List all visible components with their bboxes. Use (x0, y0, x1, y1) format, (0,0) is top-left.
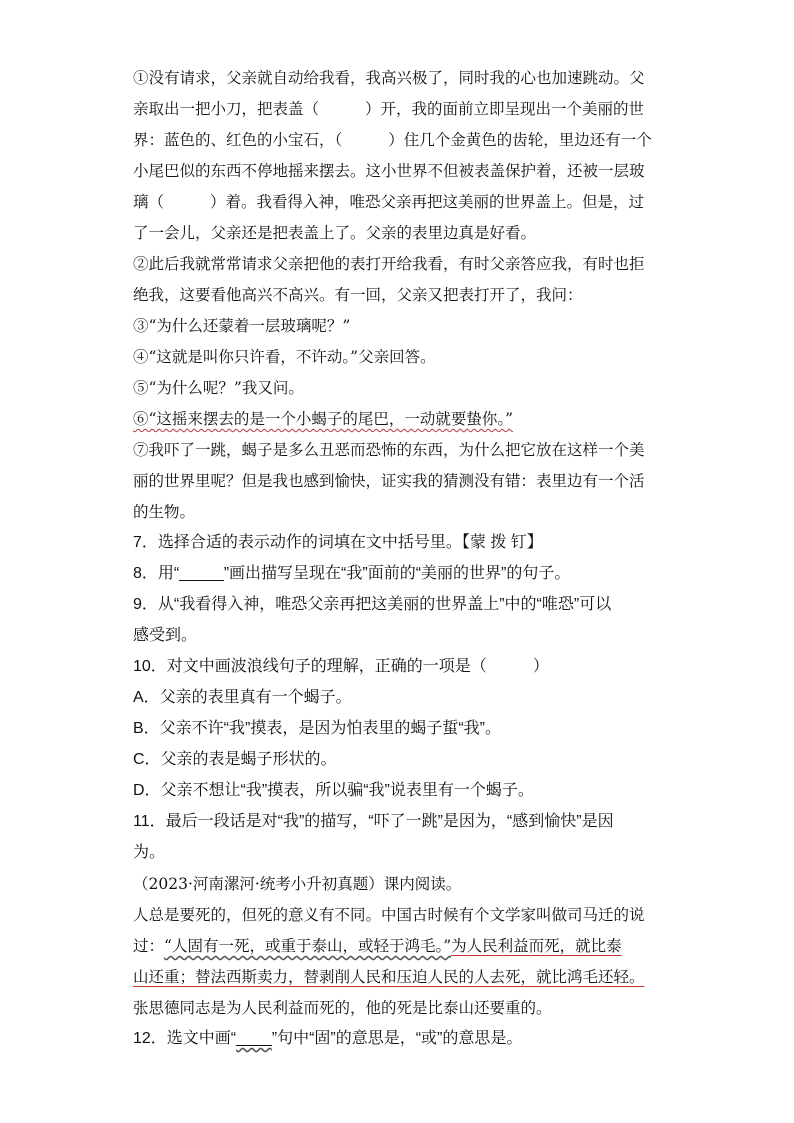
passage1-line: ⑤“为什么呢？”我又问。 (133, 379, 304, 397)
text-segment: ） (532, 658, 549, 675)
passage1-line: ③“为什么还蒙着一层玻璃呢？” (133, 317, 351, 335)
question-8: 8．用“_____”画出描写呈现在“我”面前的“美丽的世界”的句子。 (133, 565, 571, 582)
question-10 (133, 656, 549, 678)
text-segment: 10．对文中画波浪线句子的理解，正确的一项是（ (133, 658, 487, 675)
text-segment: ）开，我的面前立即呈现出一个美丽的世 (365, 100, 645, 118)
question-9: 9．从“我看得入神，唯恐父亲再把这美丽的世界盖上”中的“唯恐”可以 (133, 596, 612, 613)
option-c[interactable]: C．父亲的表是蝎子形状的。 (133, 751, 337, 768)
wavy-mark-sample: ____ (236, 1030, 272, 1047)
marked-quote: “人固有一死，或重于泰山，或轻于鸿毛。” (164, 937, 452, 955)
text-segment: 过： (133, 937, 165, 955)
passage1-line: 了一会儿，父亲还是把表盖上了。父亲的表里边真是好看。 (133, 224, 537, 242)
passage1-line: ④“这就是叫你只许看，不许动。”父亲回答。 (133, 348, 436, 366)
passage1-line: 小尾巴似的东西不停地摇来摆去。这小世界不但被表盖保护着，还被一层玻 (133, 162, 645, 180)
text-segment: 亲取出一把小刀，把表盖（ (133, 100, 320, 118)
passage2-line: 人总是要死的，但死的意义有不同。中国古时候有个文学家叫做司马迁的说 (133, 906, 645, 924)
option-b[interactable]: B．父亲不许“我”摸表，是因为怕表里的蝎子蜇“我”。 (133, 720, 501, 737)
text-segment: 12．选文中画“ (133, 1030, 237, 1047)
text-segment: ）着。我看得入神，唯恐父亲再把这美丽的世界盖上。但是，过 (210, 193, 645, 211)
passage1-line (133, 129, 652, 151)
question-11: 11．最后一段话是对“我”的描写，“吓了一跳”是因为，“感到愉快”是因 (133, 813, 614, 830)
passage1-line: 的生物。 (133, 503, 196, 521)
passage2-line: 张思德同志是为人民利益而死的，他的死是比泰山还要重的。 (133, 999, 552, 1017)
source-line: （2023·河南漯河·统考小升初真题）课内阅读。 (133, 875, 462, 893)
question-11-cont: 为。 (133, 844, 166, 861)
passage1-line (133, 98, 644, 120)
passage2-line-underlined: 山还重；替法西斯卖力，替剥削人民和压迫人民的人去死，就比鸿毛还轻。 (133, 968, 645, 986)
passage1-line: ⑦我吓了一跳，蝎子是多么丑恶而恐怖的东西，为什么把它放在这样一个美 (133, 441, 645, 459)
passage1-line: ①没有请求，父亲就自动给我看，我高兴极了，同时我的心也加速跳动。父 (133, 69, 645, 87)
passage1-line: ②此后我就常常请求父亲把他的表打开给我看，有时父亲答应我，有时也拒 (133, 255, 645, 273)
passage1-line (133, 191, 644, 213)
text-segment: ”句中“固”的意思是，“或”的意思是。 (271, 1030, 523, 1047)
underlined-text: 为人民利益而死，就比泰 (451, 937, 622, 955)
wavy-underlined-sentence: ⑥“这摇来摆去的是一个小蝎子的尾巴，一动就要蛰你。” (133, 410, 514, 428)
text-segment: ）住几个金黄色的齿轮，里边还有一个 (388, 131, 652, 149)
question-9-cont: 感受到。 (133, 627, 198, 644)
option-d[interactable]: D．父亲不想让“我”摸表，所以骗“我”说表里有一个蝎子。 (133, 782, 534, 799)
option-a[interactable]: A．父亲的表里真有一个蝎子。 (133, 689, 352, 706)
passage2-line (133, 935, 622, 957)
passage1-line: 丽的世界里呢？但是我也感到愉快，证实我的猜测没有错：表里边有一个活 (133, 472, 645, 490)
text-segment: 界：蓝色的、红色的小宝石，（ (133, 131, 343, 149)
text-segment: 璃（ (133, 193, 165, 211)
question-12 (133, 1028, 522, 1050)
question-7: 7．选择合适的表示动作的词填在文中括号里。【蒙 拨 钉】 (133, 534, 543, 551)
passage1-line: 绝我，这要看他高兴不高兴。有一回，父亲又把表打开了，我问： (133, 286, 583, 304)
